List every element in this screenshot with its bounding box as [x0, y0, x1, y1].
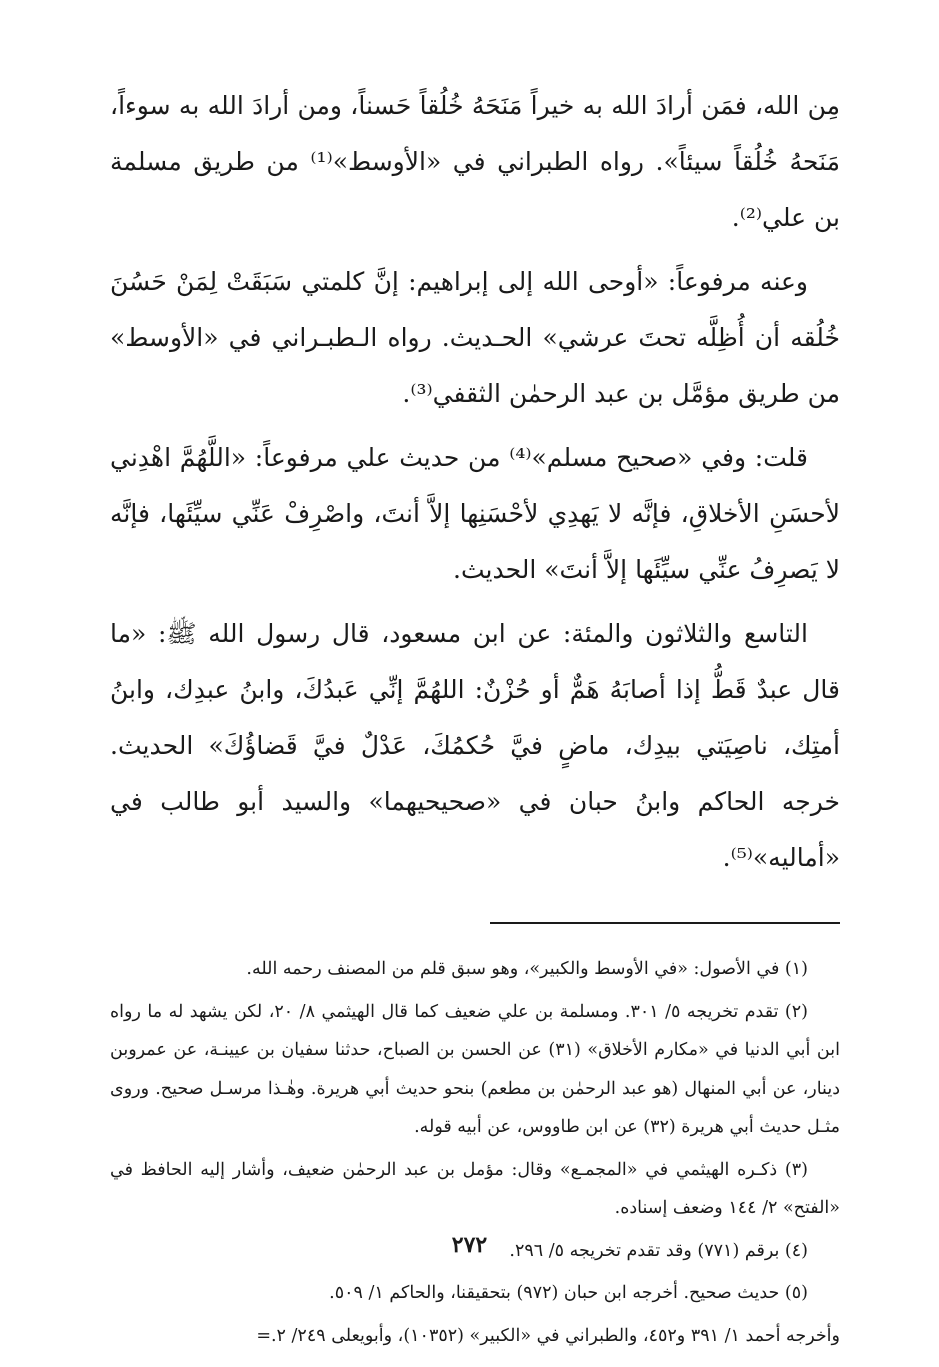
footnote-separator — [490, 922, 840, 924]
main-paragraph-3: قلت: وفي «صحيح مسلم»⁽⁴⁾ من حديث علي مرفوعاً: «اللَّهُمَّ اهْدِني لأحسَنِ الأخلاقِ، فإنَّه لا يَهدِي لأحْسَنِها إلاَّ أنتَ، واصْرِفْ عَنِّي سيِّئَها، فإنَّه لا يَصرِفُ عنِّي سيِّئَها إلاَّ أنتَ» الحديث. — [110, 443, 840, 584]
footnote-2: (٢) تقدم تخريجه ٥/ ٣٠١. ومسلمة بن علي ضعيف كما قال الهيثمي ٨/ ٢٠، لكن يشهد له ما رواه ابن أبي الدنيا في «مكارم الأخلاق» (٣١) عن الحسن بن الصباح، حدثنا سفيان بن عيينـة، عن عمروبن دينار، عن أبي المنهال (هو عبد الرحمٰن بن مطعم) بنحو حديث أبي هريرة. وهٰـذا مرسـل صحيح. وروى مثـل حديث أبي هريرة (٣٢) عن ابن طاووس، عن أبيه قوله. — [110, 1001, 840, 1137]
footnote-4: (٤) برقم (٧٧١) وقد تقدم تخريجه ٥/ ٢٩٦. — [509, 1240, 808, 1261]
footnote-1: (١) في الأصول: «في الأوسط والكبير»، وهو سبق قلم من المصنف رحمه الله. — [246, 959, 808, 979]
footnotes-section — [110, 950, 840, 1355]
footnote-5-continuation: وأخرجه أحمد ١/ ٣٩١ و٤٥٢، والطبراني في «الكبير» (١٠٣٥٢)، وأبويعلى ٢٤٩/ ٢.= — [256, 1325, 840, 1346]
main-paragraph-2: وعنه مرفوعاً: «أوحى الله إلى إبراهيم: إنَّ كلمتي سَبَقَتْ لِمَنْ حَسُنَ خُلُقه أن أُظِلَّه تحتَ عرشي» الحـديث. رواه الـطبـراني في «الأوسط» من طريق مؤمَّل بن عبد الرحمٰن الثقفي⁽³⁾. — [110, 267, 840, 408]
main-paragraph-4: التاسع والثلاثون والمئة: عن ابن مسعود، قال رسول الله ﷺ: «ما قال عبدٌ قَطُّ إذا أصابَهُ هَمٌّ أو حُزْنٌ: اللهُمَّ إنِّي عَبدُكَ، وابنُ عبدِك، وابنُ أمتِك، ناصِيَتي بيدِك، ماضٍ فيَّ حُكمُكَ، عَدْلٌ فيَّ قَضاؤُكَ» الحديث. خرجه الحاكم وابنُ حبان في «صحيحيهما» والسيد أبو طالب في «أماليه»⁽⁵⁾. — [110, 619, 840, 872]
footnote-5: (٥) حديث صحيح. أخرجه ابن حبان (٩٧٢) بتحقيقنا، والحاكم ١/ ٥٠٩. — [329, 1283, 808, 1303]
main-paragraph-1: مِن الله، فمَن أرادَ الله به خيراً مَنَحَهُ خُلُقاً حَسناً، ومن أرادَ الله به سوءاً، مَنَحهُ خُلُقاً سيئاً». رواه الطبراني في «الأوسط»⁽¹⁾ من طريق مسلمة بن علي⁽²⁾. — [110, 91, 841, 232]
page-number: ٢٧٢ — [451, 1232, 488, 1258]
document-page — [110, 78, 841, 1346]
footnote-3: (٣) ذكـره الهيثمي في «المجمـع» وقال: مؤمل بن عبد الرحمٰن ضعيف، وأشار إليه الحافظ في «الفتح» ٢/ ١٤٤ وضعف إسناده. — [110, 1159, 840, 1218]
